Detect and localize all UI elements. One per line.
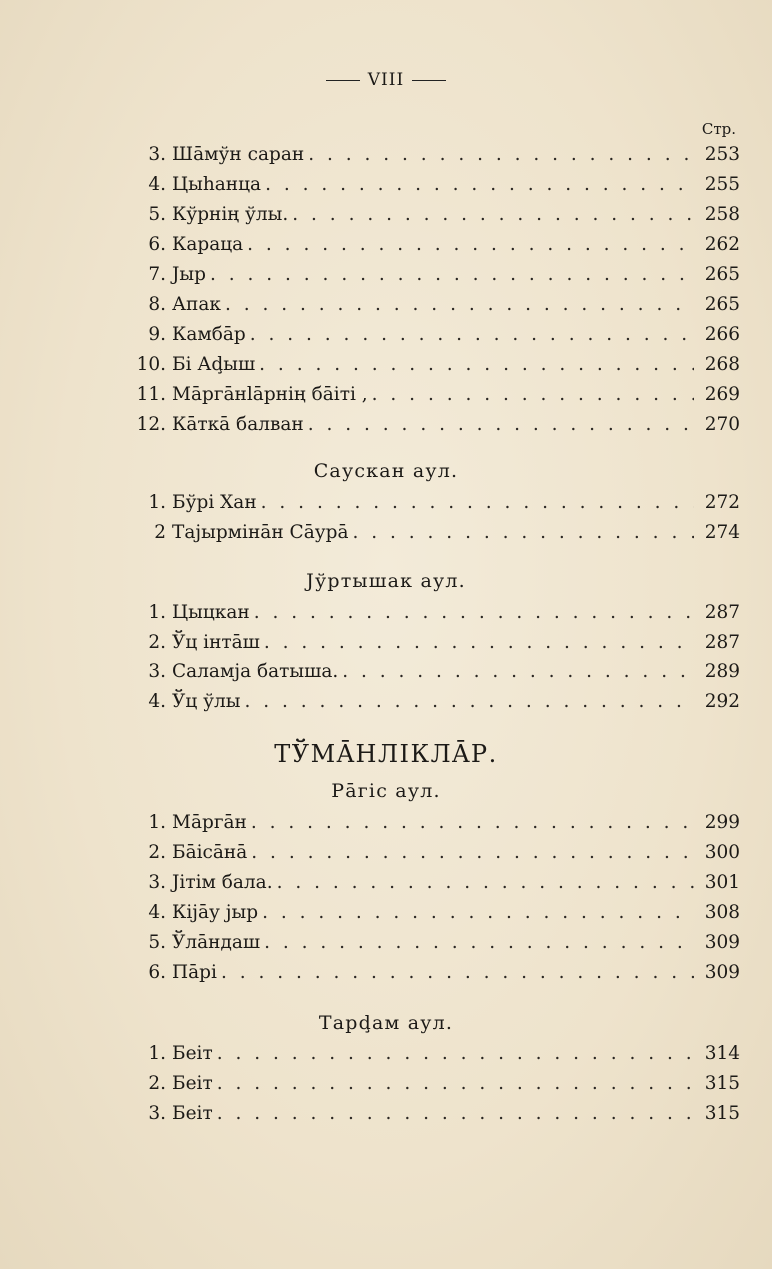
toc-entry bbox=[130, 687, 740, 717]
entry-number: 6. bbox=[148, 962, 166, 983]
toc-entry bbox=[130, 290, 740, 320]
dot-leader bbox=[250, 320, 694, 350]
toc-entry bbox=[130, 898, 740, 928]
entry-number: 3. bbox=[148, 872, 166, 893]
toc-entry bbox=[130, 320, 740, 350]
entry-page: 301 bbox=[704, 872, 740, 893]
entry-page: 315 bbox=[704, 1073, 740, 1094]
dot-leader bbox=[259, 350, 694, 380]
section-heading-sauskan: Саускан аул. bbox=[313, 460, 459, 482]
entry-page: 272 bbox=[704, 492, 740, 513]
entry-page: 253 bbox=[704, 144, 740, 165]
toc-entry bbox=[130, 657, 740, 687]
toc-entry bbox=[130, 928, 740, 958]
dot-leader bbox=[262, 898, 694, 928]
entry-page: 314 bbox=[704, 1043, 740, 1064]
dot-leader bbox=[254, 598, 694, 628]
entry-page: 270 bbox=[704, 414, 740, 435]
entry-title: Ўц ўлы bbox=[172, 691, 241, 712]
toc-entry bbox=[130, 838, 740, 868]
entry-page: 308 bbox=[704, 902, 740, 923]
toc-entry bbox=[130, 488, 740, 518]
dot-leader bbox=[221, 958, 694, 988]
entry-title: Jыр bbox=[172, 264, 206, 285]
dot-leader bbox=[247, 230, 694, 260]
entry-title: Беіт bbox=[172, 1103, 213, 1124]
toc-entry bbox=[130, 140, 740, 170]
page-folio bbox=[0, 70, 772, 90]
dot-leader bbox=[277, 868, 694, 898]
dot-leader bbox=[225, 290, 694, 320]
entry-number: 4. bbox=[148, 902, 166, 923]
entry-title: Цыhанца bbox=[172, 174, 262, 195]
entry-number: 5. bbox=[148, 204, 166, 225]
entry-page: 265 bbox=[704, 264, 740, 285]
entry-title: Мāргāн bbox=[172, 812, 247, 833]
entry-number: 2. bbox=[148, 842, 166, 863]
entry-page: 287 bbox=[704, 602, 740, 623]
toc-entry bbox=[130, 1039, 740, 1069]
dot-leader bbox=[217, 1099, 694, 1129]
entry-page: 309 bbox=[704, 932, 740, 953]
entry-title: Карацa bbox=[172, 234, 244, 255]
entry-title: Беіт bbox=[172, 1073, 213, 1094]
entry-number: 5. bbox=[148, 932, 166, 953]
toc-entry bbox=[130, 410, 740, 440]
entry-title: Беіт bbox=[172, 1043, 213, 1064]
dot-leader bbox=[217, 1069, 694, 1099]
dot-leader bbox=[217, 1039, 694, 1069]
entry-number: 12. bbox=[136, 414, 166, 435]
toc-entry bbox=[130, 350, 740, 380]
dot-leader bbox=[265, 170, 694, 200]
entry-page: 292 bbox=[704, 691, 740, 712]
entry-title: Шāмўн саран bbox=[172, 144, 305, 165]
dot-leader bbox=[308, 140, 694, 170]
toc-entry bbox=[130, 1099, 740, 1129]
entry-number: 4. bbox=[148, 174, 166, 195]
toc-entry bbox=[130, 230, 740, 260]
entry-number: 1. bbox=[148, 1043, 166, 1064]
dot-leader bbox=[292, 200, 694, 230]
entry-number: 2. bbox=[148, 632, 166, 653]
entry-number: 2 bbox=[154, 522, 166, 543]
toc-entry bbox=[130, 868, 740, 898]
entry-page: 255 bbox=[704, 174, 740, 195]
section-heading-jurtyshak: Jўртышак аул. bbox=[306, 570, 466, 592]
dot-leader bbox=[251, 808, 694, 838]
entry-page: 299 bbox=[704, 812, 740, 833]
entry-title: Таjырмінāн Сāурā bbox=[172, 522, 349, 543]
entry-number: 1. bbox=[148, 492, 166, 513]
entry-title: Кіjāу jыр bbox=[172, 902, 259, 923]
entry-title: Кāткā балван bbox=[172, 414, 304, 435]
dot-leader bbox=[245, 687, 694, 717]
entry-page: 287 bbox=[704, 632, 740, 653]
entry-number: 3. bbox=[148, 144, 166, 165]
entry-title: Кўрнің ўлы. bbox=[172, 204, 289, 225]
entry-number: 4. bbox=[148, 691, 166, 712]
entry-number: 10. bbox=[136, 354, 166, 375]
toc-entry bbox=[130, 170, 740, 200]
entry-page: 309 bbox=[704, 962, 740, 983]
folio-number: VIII bbox=[367, 70, 405, 90]
dot-leader bbox=[210, 260, 694, 290]
toc-entry bbox=[130, 808, 740, 838]
toc-entry bbox=[130, 200, 740, 230]
entry-title: Бі Аḑыш bbox=[172, 354, 256, 375]
folio-dash-right bbox=[412, 80, 446, 81]
toc-entry bbox=[130, 260, 740, 290]
toc-entry bbox=[130, 380, 740, 410]
entry-number: 8. bbox=[148, 294, 166, 315]
entry-title: Бāісāнā bbox=[172, 842, 248, 863]
entry-page: 315 bbox=[704, 1103, 740, 1124]
entry-title: Пāрі bbox=[172, 962, 217, 983]
dot-leader bbox=[251, 838, 694, 868]
entry-page: 274 bbox=[704, 522, 740, 543]
toc-entry bbox=[130, 628, 740, 658]
entry-title: Мāргāнlāрнің бāіті , bbox=[172, 384, 368, 405]
toc-entry bbox=[130, 518, 740, 548]
dot-leader bbox=[353, 518, 695, 548]
dot-leader bbox=[264, 628, 694, 658]
entry-number: 1. bbox=[148, 602, 166, 623]
folio-dash-left bbox=[326, 80, 360, 81]
entry-title: Бўрі Хан bbox=[172, 492, 257, 513]
entry-number: 11. bbox=[136, 384, 166, 405]
entry-title: Саламjа батыша. bbox=[172, 661, 339, 682]
entry-page: 265 bbox=[704, 294, 740, 315]
dot-leader bbox=[342, 657, 694, 687]
entry-title: Jітім бала. bbox=[172, 872, 273, 893]
entry-number: 9. bbox=[148, 324, 166, 345]
entry-page: 269 bbox=[704, 384, 740, 405]
entry-number: 6. bbox=[148, 234, 166, 255]
entry-page: 262 bbox=[704, 234, 740, 255]
dot-leader bbox=[308, 410, 694, 440]
section-heading-tardam: Тарḑам аул. bbox=[318, 1012, 454, 1034]
part-heading: ТЎМĀНЛІКЛĀР. bbox=[274, 740, 498, 768]
entry-page: 268 bbox=[704, 354, 740, 375]
entry-page: 258 bbox=[704, 204, 740, 225]
toc-entry bbox=[130, 1069, 740, 1099]
entry-number: 2. bbox=[148, 1073, 166, 1094]
entry-number: 1. bbox=[148, 812, 166, 833]
entry-number: 3. bbox=[148, 661, 166, 682]
entry-number: 3. bbox=[148, 1103, 166, 1124]
toc-entry bbox=[130, 958, 740, 988]
page-column-label: Стр. bbox=[701, 120, 736, 138]
entry-title: Камбāр bbox=[172, 324, 246, 345]
dot-leader bbox=[372, 380, 694, 410]
entry-number: 7. bbox=[148, 264, 166, 285]
entry-page: 300 bbox=[704, 842, 740, 863]
section-heading-ragis: Рāгіс аул. bbox=[331, 780, 441, 802]
entry-title: Ўц інтāш bbox=[172, 632, 260, 653]
dot-leader bbox=[264, 928, 694, 958]
entry-page: 289 bbox=[704, 661, 740, 682]
entry-title: Цыцкан bbox=[172, 602, 250, 623]
entry-title: Ўлāндаш bbox=[172, 932, 261, 953]
entry-page: 266 bbox=[704, 324, 740, 345]
entry-title: Апак bbox=[172, 294, 221, 315]
dot-leader bbox=[261, 488, 694, 518]
toc-entry bbox=[130, 598, 740, 628]
